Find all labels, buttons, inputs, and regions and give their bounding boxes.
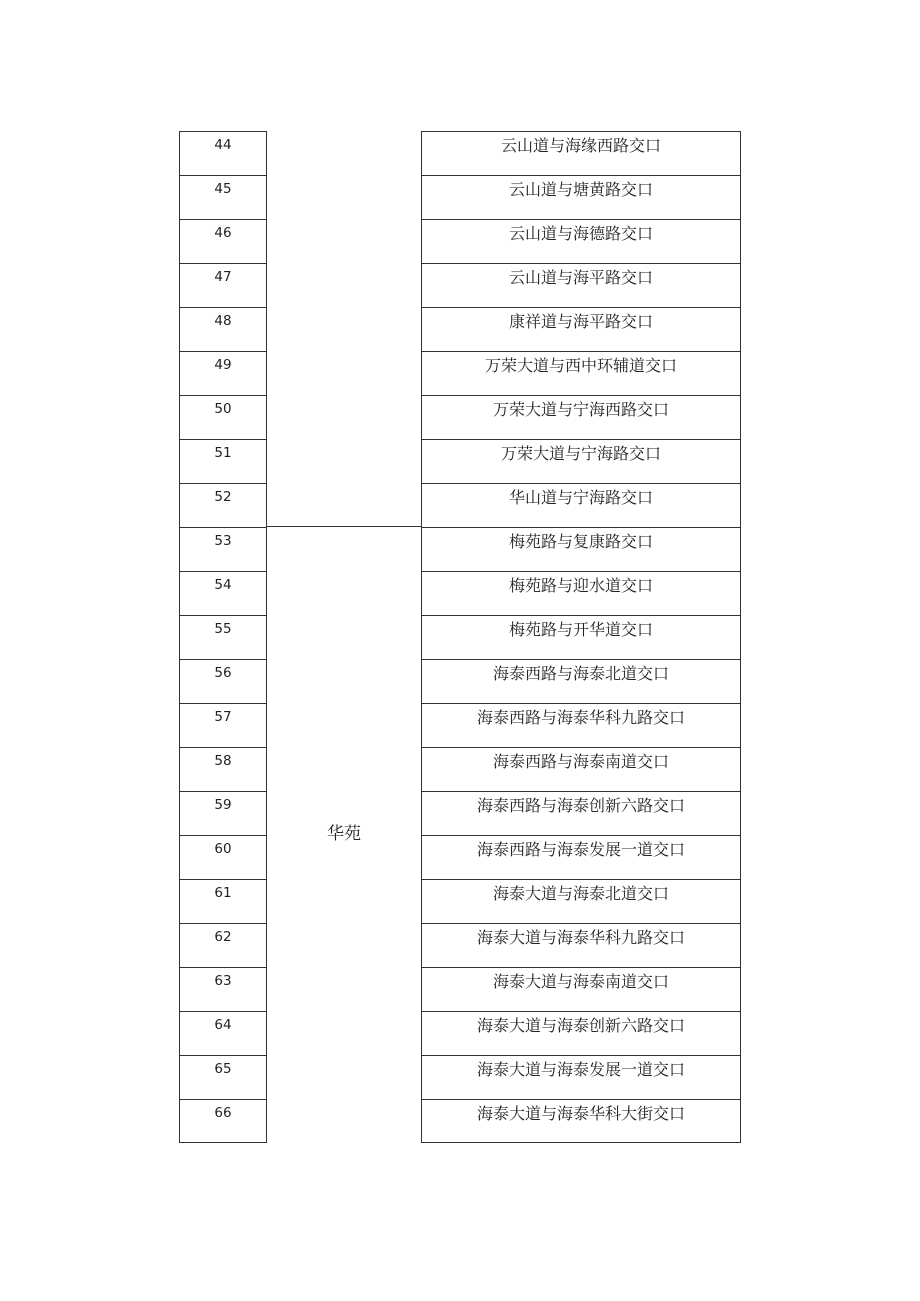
row-number: 53: [179, 527, 267, 571]
row-location: 海泰大道与海泰创新六路交口: [421, 1011, 741, 1055]
row-location: 海泰西路与海泰华科九路交口: [421, 703, 741, 747]
row-number: 48: [179, 307, 267, 351]
row-location: 梅苑路与迎水道交口: [421, 571, 741, 615]
row-location: 海泰西路与海泰南道交口: [421, 747, 741, 791]
row-number: 52: [179, 483, 267, 527]
row-location: 云山道与海缘西路交口: [421, 131, 741, 175]
row-location: 海泰西路与海泰发展一道交口: [421, 835, 741, 879]
row-number: 55: [179, 615, 267, 659]
row-location: 万荣大道与宁海西路交口: [421, 395, 741, 439]
row-location: 云山道与海德路交口: [421, 219, 741, 263]
row-number: 54: [179, 571, 267, 615]
row-number: 45: [179, 175, 267, 219]
row-number: 58: [179, 747, 267, 791]
row-location: 云山道与塘黄路交口: [421, 175, 741, 219]
row-location: 海泰西路与海泰创新六路交口: [421, 791, 741, 835]
row-location: 梅苑路与开华道交口: [421, 615, 741, 659]
row-number: 62: [179, 923, 267, 967]
row-location: 万荣大道与宁海路交口: [421, 439, 741, 483]
row-location: 海泰大道与海泰发展一道交口: [421, 1055, 741, 1099]
area-cell: [267, 526, 421, 1141]
row-number: 59: [179, 791, 267, 835]
row-number: 47: [179, 263, 267, 307]
row-location: 海泰大道与海泰华科大街交口: [421, 1099, 741, 1143]
row-location: 云山道与海平路交口: [421, 263, 741, 307]
row-number: 51: [179, 439, 267, 483]
row-location: 万荣大道与西中环辅道交口: [421, 351, 741, 395]
row-number: 63: [179, 967, 267, 1011]
area-label: 华苑: [327, 824, 361, 844]
row-number: 49: [179, 351, 267, 395]
row-number: 46: [179, 219, 267, 263]
row-location: 华山道与宁海路交口: [421, 483, 741, 527]
row-location: 梅苑路与复康路交口: [421, 527, 741, 571]
row-number: 56: [179, 659, 267, 703]
row-location: 海泰大道与海泰南道交口: [421, 967, 741, 1011]
row-number: 65: [179, 1055, 267, 1099]
row-number: 60: [179, 835, 267, 879]
row-number: 50: [179, 395, 267, 439]
row-location: 康祥道与海平路交口: [421, 307, 741, 351]
row-location: 海泰大道与海泰北道交口: [421, 879, 741, 923]
row-location: 海泰大道与海泰华科九路交口: [421, 923, 741, 967]
row-number: 66: [179, 1099, 267, 1143]
row-number: 57: [179, 703, 267, 747]
row-number: 44: [179, 131, 267, 175]
row-number: 61: [179, 879, 267, 923]
row-location: 海泰西路与海泰北道交口: [421, 659, 741, 703]
row-number: 64: [179, 1011, 267, 1055]
